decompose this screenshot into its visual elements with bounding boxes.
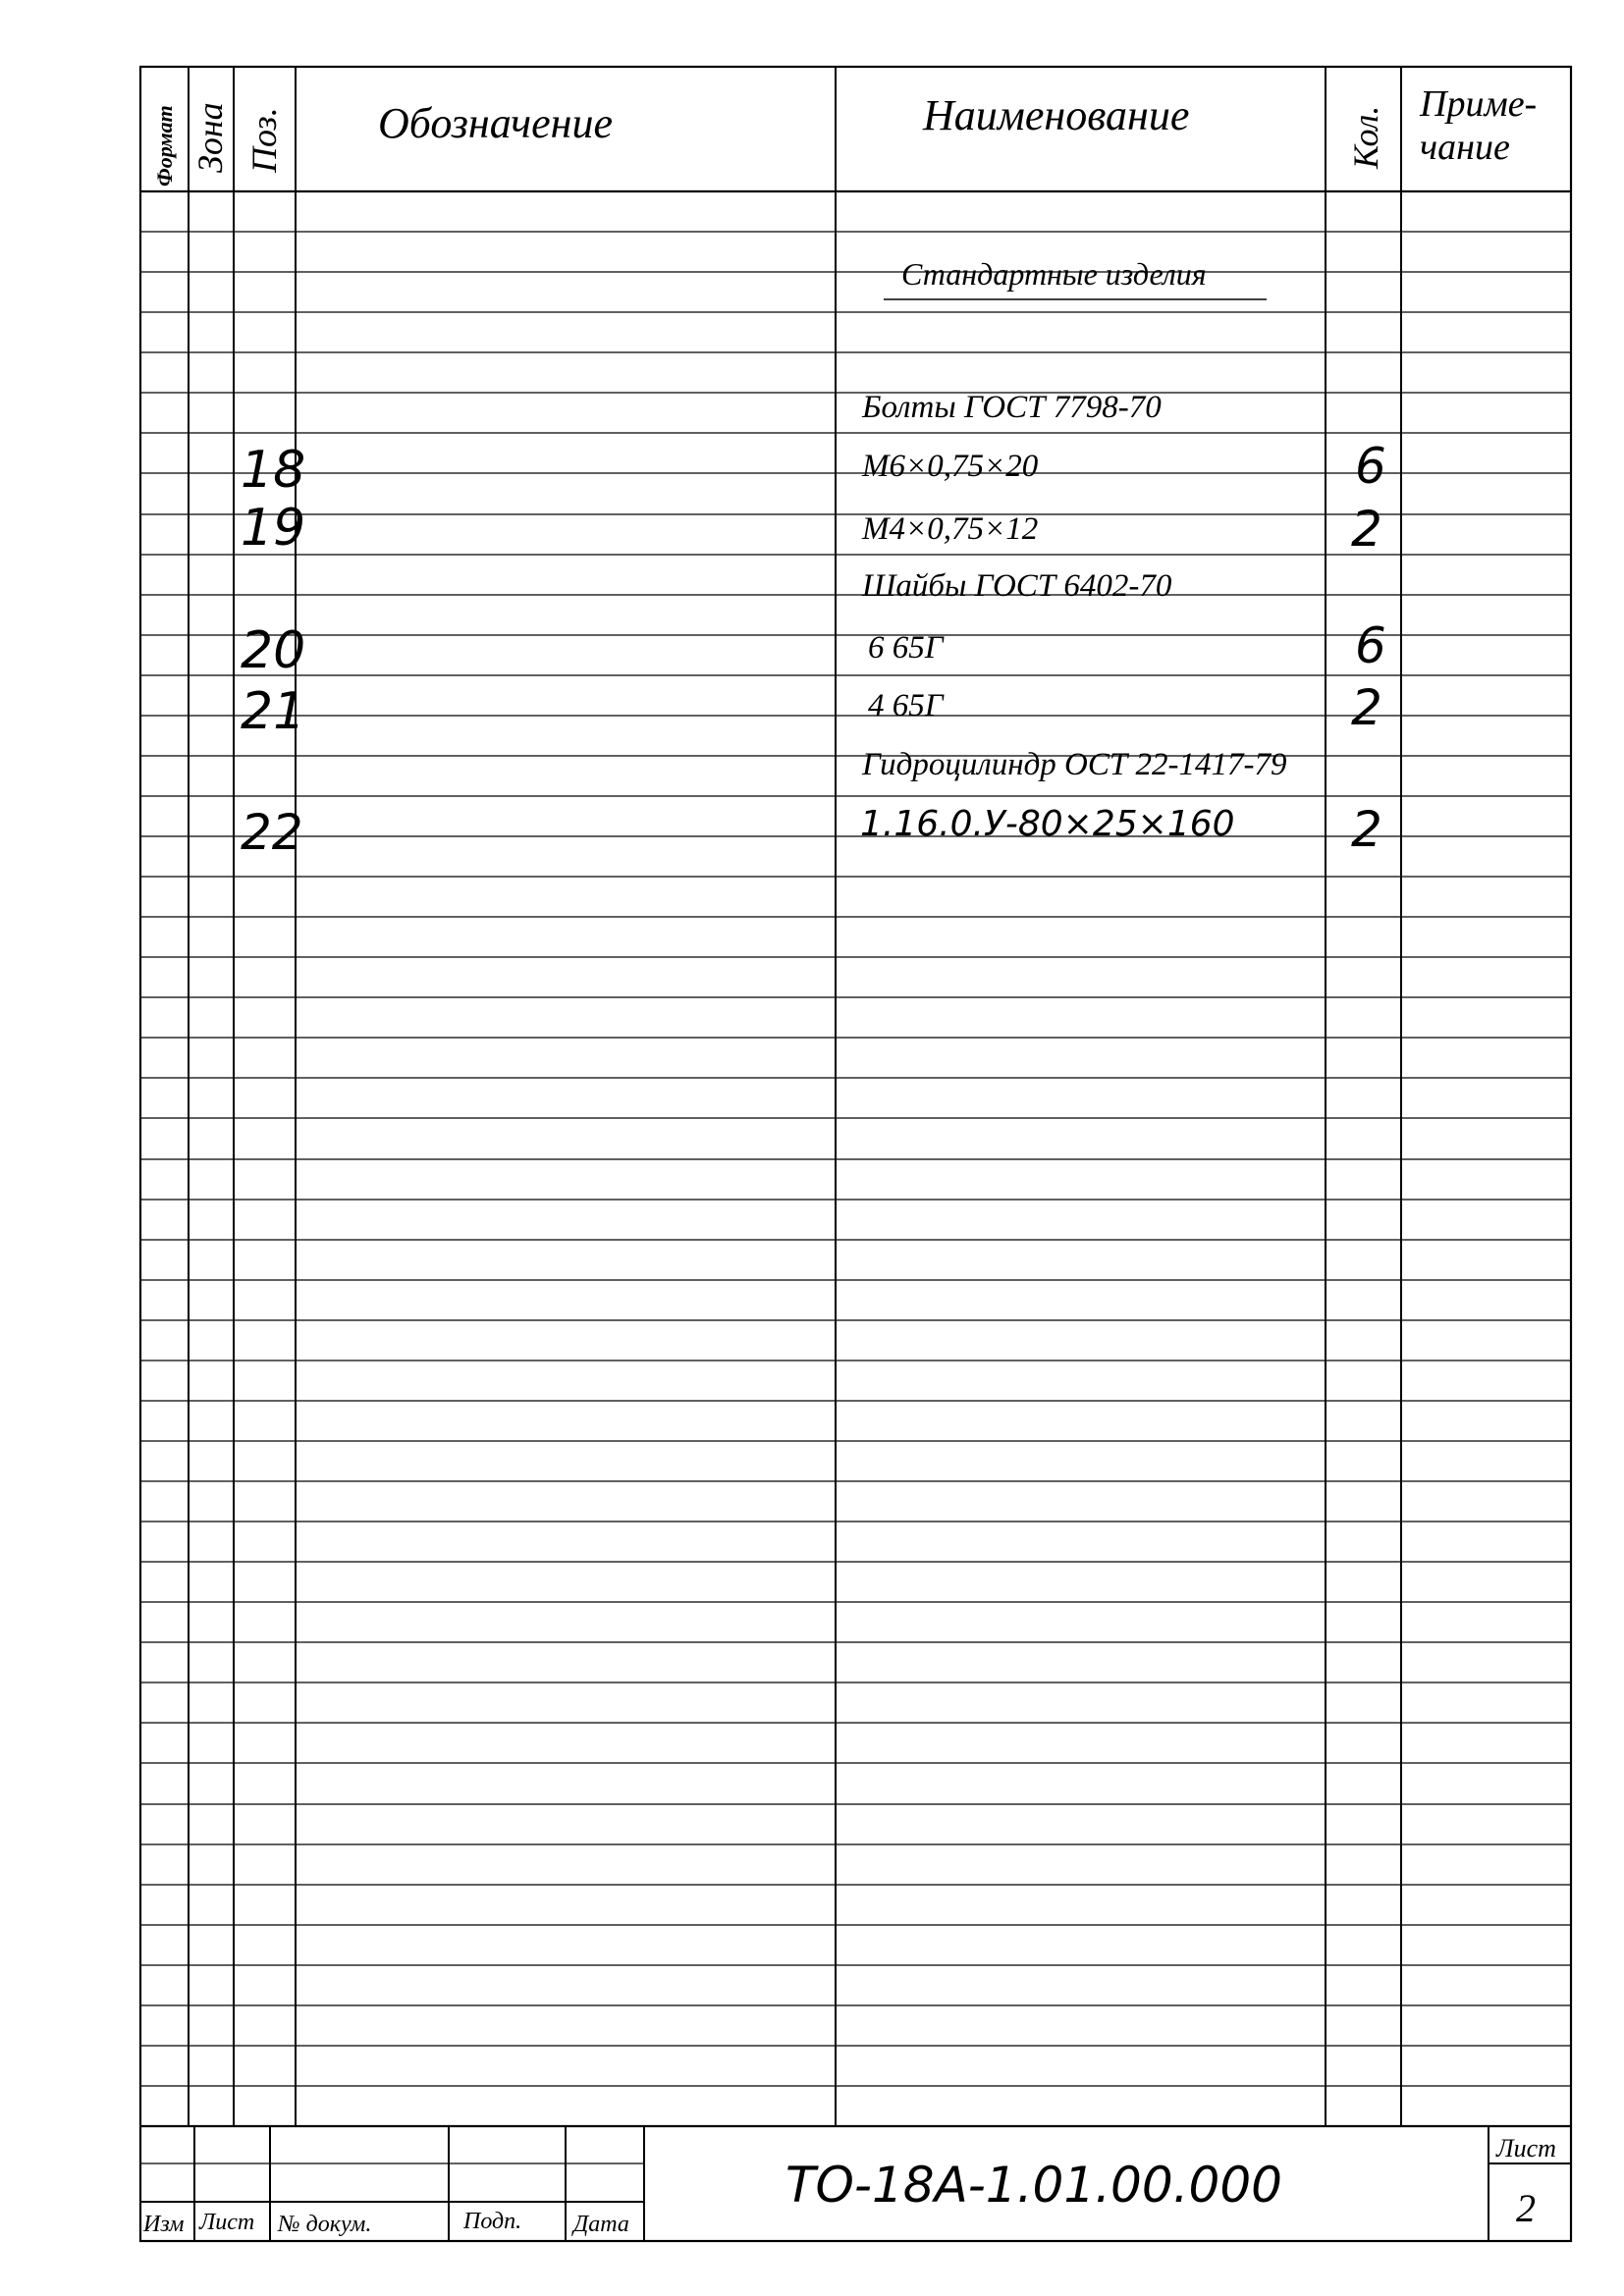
row-9-qty: 2 xyxy=(1351,679,1382,736)
document-designation: ТО-18А-1.01.00.000 xyxy=(785,2157,1282,2214)
table-body xyxy=(241,256,1386,861)
title-block-text xyxy=(142,2134,1556,2237)
row-7-name: Шайбы ГОСТ 6402-70 xyxy=(862,568,1172,604)
sheet-number: 2 xyxy=(1516,2186,1536,2230)
row-5-name: М6×0,75×20 xyxy=(862,449,1039,484)
table-header xyxy=(152,83,1537,187)
row-6-pos: 19 xyxy=(241,499,306,558)
header-name: Наименование xyxy=(923,91,1190,139)
row-4-name: Болты ГОСТ 7798-70 xyxy=(862,390,1162,425)
label-doc-no: № докум. xyxy=(278,2212,372,2237)
row-11-name: 1.16.0.У-80×25×160 xyxy=(860,804,1235,844)
header-zone: Зона xyxy=(190,102,230,173)
row-9-name: 4 65Г xyxy=(868,688,944,723)
header-note-line2: чание xyxy=(1420,127,1510,168)
row-8-pos: 20 xyxy=(241,621,306,680)
label-list: Лист xyxy=(199,2210,255,2235)
header-qty: Кол. xyxy=(1346,105,1385,169)
row-11-qty: 2 xyxy=(1351,801,1382,858)
header-pos: Поз. xyxy=(244,107,284,173)
label-date: Дата xyxy=(573,2212,629,2237)
row-9-pos: 21 xyxy=(241,682,306,741)
section-title: Стандартные изделия xyxy=(901,256,1207,292)
header-format: Формат xyxy=(152,105,177,187)
row-8-name: 6 65Г xyxy=(868,630,944,666)
label-sign: Подп. xyxy=(463,2209,522,2234)
label-izm: Изм xyxy=(143,2212,185,2237)
row-6-name: М4×0,75×12 xyxy=(862,511,1039,547)
row-8-qty: 6 xyxy=(1355,617,1386,674)
header-note-line1: Приме- xyxy=(1420,83,1538,125)
row-5-pos: 18 xyxy=(241,441,306,500)
row-11-pos: 22 xyxy=(241,804,303,861)
row-6-qty: 2 xyxy=(1351,501,1382,558)
sheet-label: Лист xyxy=(1496,2134,1556,2163)
header-designation: Обозначение xyxy=(378,99,614,147)
row-5-qty: 6 xyxy=(1355,438,1386,495)
row-10-name: Гидроцилиндр ОСТ 22-1417-79 xyxy=(862,747,1287,782)
